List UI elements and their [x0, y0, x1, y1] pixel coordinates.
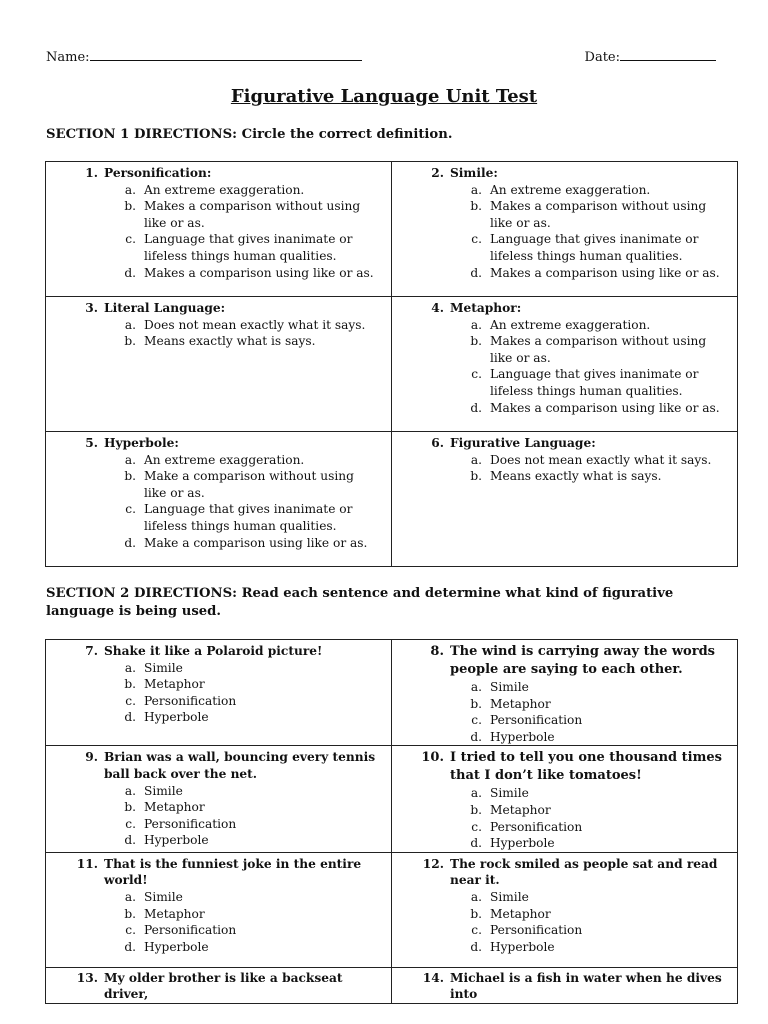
question — [392, 643, 731, 679]
option-letter: a. — [470, 182, 482, 197]
answer-option[interactable] — [46, 816, 385, 833]
question-number: 14. — [422, 970, 444, 985]
option-text: An extreme exaggeration. — [490, 182, 651, 197]
option-letter: a. — [124, 182, 136, 197]
date-field[interactable] — [585, 48, 716, 65]
option-text: Hyperbole — [490, 939, 555, 954]
option-letter: c. — [471, 713, 482, 728]
answer-option[interactable] — [392, 819, 731, 836]
answer-option[interactable] — [392, 265, 731, 282]
question-number: 11. — [76, 856, 98, 871]
question-number: 9. — [85, 750, 98, 765]
question-cell — [392, 297, 738, 432]
question-cell — [46, 432, 392, 567]
table-row — [46, 640, 738, 746]
option-letter: c. — [471, 367, 482, 382]
question — [392, 856, 731, 889]
question-number: 2. — [431, 166, 444, 180]
option-text: Makes a comparison without using like or as. — [490, 334, 707, 365]
table-row — [46, 162, 738, 297]
option-letter: b. — [124, 906, 136, 921]
option-text: Personification — [490, 923, 583, 938]
option-text: Personification — [490, 819, 583, 834]
option-letter: d. — [124, 535, 136, 550]
option-letter: d. — [124, 939, 136, 954]
answer-option[interactable] — [392, 198, 731, 231]
option-letter: a. — [470, 452, 482, 467]
question-number: 8. — [430, 644, 444, 659]
question-text: The wind is carrying away the words people are saying to each other. — [450, 644, 715, 677]
option-text: Make a comparison without using like or as. — [144, 469, 354, 500]
name-field[interactable] — [46, 48, 362, 65]
question — [392, 300, 731, 317]
option-text: Means exactly what is says. — [490, 469, 662, 484]
question — [46, 749, 385, 782]
answer-option[interactable] — [46, 333, 385, 350]
answer-option[interactable] — [46, 832, 385, 849]
option-letter: d. — [124, 710, 136, 725]
question-cell — [392, 852, 738, 967]
question-cell — [46, 162, 392, 297]
answer-option[interactable] — [46, 783, 385, 800]
question — [392, 435, 731, 452]
question — [46, 643, 385, 660]
answer-option[interactable] — [46, 889, 385, 906]
option-text: Simile — [490, 680, 529, 694]
option-text: Hyperbole — [490, 729, 555, 744]
question-cell — [392, 746, 738, 852]
option-text: Hyperbole — [144, 939, 209, 954]
option-text: Simile — [144, 783, 183, 798]
option-letter: c. — [125, 923, 136, 938]
question-text: Shake it like a Polaroid picture! — [104, 644, 323, 658]
question — [46, 856, 385, 889]
option-text: Metaphor — [490, 802, 551, 817]
answer-option[interactable] — [46, 660, 385, 677]
question-cell — [46, 297, 392, 432]
option-text: Simile — [490, 786, 529, 801]
answer-option[interactable] — [46, 922, 385, 939]
answer-option[interactable] — [46, 709, 385, 726]
date-blank[interactable] — [620, 48, 716, 61]
section1-directions: SECTION 1 DIRECTIONS: Circle the correct definition. — [46, 127, 453, 142]
option-letter: c. — [125, 816, 136, 831]
answer-option[interactable] — [46, 676, 385, 693]
option-letter: c. — [471, 819, 482, 834]
option-text: Simile — [490, 889, 529, 904]
option-letter: b. — [470, 696, 482, 711]
option-letter: a. — [124, 452, 136, 467]
test-title: Figurative Language Unit Test — [230, 86, 538, 107]
question-number: 10. — [421, 750, 444, 766]
table-row — [46, 967, 738, 1003]
option-letter: a. — [124, 317, 136, 332]
date-label: Date: — [584, 50, 620, 65]
option-letter: c. — [125, 232, 136, 247]
answer-option[interactable] — [46, 693, 385, 710]
option-letter: d. — [470, 939, 482, 954]
question-cell — [46, 967, 392, 1003]
option-text: Makes a comparison using like or as. — [490, 400, 720, 415]
option-text: Makes a comparison without using like or as. — [490, 199, 707, 230]
option-text: Makes a comparison without using like or as. — [144, 199, 361, 230]
answer-option[interactable] — [392, 452, 731, 469]
option-letter: a. — [470, 680, 482, 694]
answer-option[interactable] — [392, 317, 731, 334]
option-letter: c. — [471, 923, 482, 938]
option-letter: a. — [470, 317, 482, 332]
option-letter: b. — [124, 334, 136, 349]
question-cell — [46, 852, 392, 967]
option-text: Simile — [144, 660, 183, 675]
option-letter: b. — [470, 906, 482, 921]
option-text: Simile — [144, 889, 183, 904]
question-text: I tried to tell you one thousand times that I don’t like tomatoes! — [450, 750, 722, 784]
option-text: Metaphor — [490, 906, 551, 921]
question-cell — [392, 640, 738, 746]
answer-option[interactable] — [392, 366, 731, 399]
question-cell — [392, 162, 738, 297]
option-letter: a. — [124, 783, 136, 798]
question-text: Simile: — [450, 166, 498, 180]
question-text: Literal Language: — [104, 301, 226, 315]
question — [46, 165, 385, 182]
question-text: My older brother is like a backseat driver, — [104, 970, 343, 1002]
section1-table — [45, 161, 738, 567]
question-cell — [392, 967, 738, 1003]
table-row — [46, 852, 738, 967]
answer-option[interactable] — [392, 785, 731, 802]
header — [46, 48, 722, 70]
table-row — [46, 432, 738, 567]
option-letter: c. — [125, 502, 136, 517]
option-letter: b. — [470, 802, 482, 817]
section2-directions: SECTION 2 DIRECTIONS: Read each sentence and determine what kind of figurative language is being used. — [46, 586, 674, 619]
question — [392, 749, 731, 785]
question-text: Michael is a fish in water when he dives into — [450, 970, 722, 1002]
option-text: Make a comparison using like or as. — [144, 535, 368, 550]
option-text: Metaphor — [144, 800, 205, 815]
option-letter: d. — [470, 400, 482, 415]
option-text: Means exactly what is says. — [144, 334, 316, 349]
answer-option[interactable] — [46, 535, 385, 552]
option-text: Language that gives inanimate or lifeless things human qualities. — [490, 367, 699, 398]
option-letter: a. — [124, 660, 136, 675]
table-row — [46, 746, 738, 852]
option-letter: a. — [470, 889, 482, 904]
option-letter: c. — [471, 232, 482, 247]
option-text: Personification — [490, 713, 583, 728]
option-text: Metaphor — [490, 696, 551, 711]
question — [392, 165, 731, 182]
answer-option[interactable] — [46, 317, 385, 334]
option-letter: b. — [470, 469, 482, 484]
answer-option[interactable] — [392, 712, 731, 729]
question-number: 12. — [422, 856, 444, 871]
answer-option[interactable] — [46, 501, 385, 534]
option-letter: d. — [470, 729, 482, 744]
answer-option[interactable] — [392, 468, 731, 485]
answer-option[interactable] — [46, 198, 385, 231]
answer-option[interactable] — [46, 906, 385, 923]
option-text: Metaphor — [144, 677, 205, 692]
section2-table — [45, 639, 738, 1004]
question — [46, 300, 385, 317]
question-cell — [392, 432, 738, 567]
option-text: Does not mean exactly what it says. — [490, 452, 712, 467]
option-text: Does not mean exactly what it says. — [144, 317, 366, 332]
answer-option[interactable] — [392, 231, 731, 264]
answer-option[interactable] — [392, 696, 731, 713]
answer-option[interactable] — [392, 802, 731, 819]
question — [392, 970, 731, 1003]
question-number: 5. — [85, 436, 98, 450]
question-number: 7. — [85, 644, 98, 658]
question-text: Metaphor: — [450, 301, 522, 315]
answer-option[interactable] — [392, 889, 731, 906]
answer-option[interactable] — [392, 400, 731, 417]
answer-option[interactable] — [392, 906, 731, 923]
question-cell — [46, 640, 392, 746]
option-letter: a. — [124, 889, 136, 904]
question-text: Personification: — [104, 166, 212, 180]
option-text: Language that gives inanimate or lifeless things human qualities. — [490, 232, 699, 263]
option-letter: b. — [124, 199, 136, 214]
question-text: Brian was a wall, bouncing every tennis ball back over the net. — [104, 750, 376, 781]
question-text: Hyperbole: — [104, 436, 179, 450]
question-number: 1. — [85, 166, 98, 180]
option-text: Hyperbole — [490, 836, 555, 851]
option-text: Hyperbole — [144, 710, 209, 725]
question-text: The rock smiled as people sat and read near it. — [450, 856, 718, 888]
option-letter: a. — [470, 786, 482, 801]
table-row — [46, 297, 738, 432]
option-text: Personification — [144, 693, 237, 708]
option-letter: d. — [470, 265, 482, 280]
option-letter: b. — [124, 469, 136, 484]
question-number: 13. — [76, 970, 98, 985]
option-text: Language that gives inanimate or lifeless things human qualities. — [144, 232, 353, 263]
answer-option[interactable] — [392, 333, 731, 366]
question-cell — [46, 746, 392, 852]
option-letter: b. — [470, 199, 482, 214]
option-letter: d. — [470, 836, 482, 851]
option-text: Makes a comparison using like or as. — [144, 265, 374, 280]
option-letter: b. — [470, 334, 482, 349]
option-letter: d. — [124, 265, 136, 280]
answer-option[interactable] — [46, 799, 385, 816]
question-number: 3. — [85, 301, 98, 315]
question-number: 6. — [431, 436, 444, 450]
option-text: Language that gives inanimate or lifeless things human qualities. — [144, 502, 353, 533]
option-letter: b. — [124, 800, 136, 815]
option-text: Metaphor — [144, 906, 205, 921]
option-text: Personification — [144, 923, 237, 938]
answer-option[interactable] — [46, 452, 385, 469]
option-text: An extreme exaggeration. — [144, 452, 305, 467]
answer-option[interactable] — [46, 939, 385, 956]
question — [46, 435, 385, 452]
question-text: Figurative Language: — [450, 436, 596, 450]
question-text: That is the funniest joke in the entire world! — [104, 856, 362, 888]
option-text: Hyperbole — [144, 833, 209, 848]
answer-option[interactable] — [392, 835, 731, 852]
answer-option[interactable] — [392, 922, 731, 939]
option-letter: b. — [124, 677, 136, 692]
answer-option[interactable] — [46, 468, 385, 501]
question-number: 4. — [431, 301, 444, 315]
answer-option[interactable] — [392, 729, 731, 746]
option-text: An extreme exaggeration. — [490, 317, 651, 332]
answer-option[interactable] — [46, 265, 385, 282]
answer-option[interactable] — [392, 939, 731, 956]
option-text: Personification — [144, 816, 237, 831]
option-text: Makes a comparison using like or as. — [490, 265, 720, 280]
question — [46, 970, 385, 1003]
answer-option[interactable] — [392, 182, 731, 199]
answer-option[interactable] — [392, 679, 731, 696]
name-blank[interactable] — [90, 48, 362, 61]
option-text: An extreme exaggeration. — [144, 182, 305, 197]
option-letter: c. — [125, 693, 136, 708]
answer-option[interactable] — [46, 231, 385, 264]
answer-option[interactable] — [46, 182, 385, 199]
option-letter: d. — [124, 833, 136, 848]
name-label: Name: — [46, 50, 90, 65]
